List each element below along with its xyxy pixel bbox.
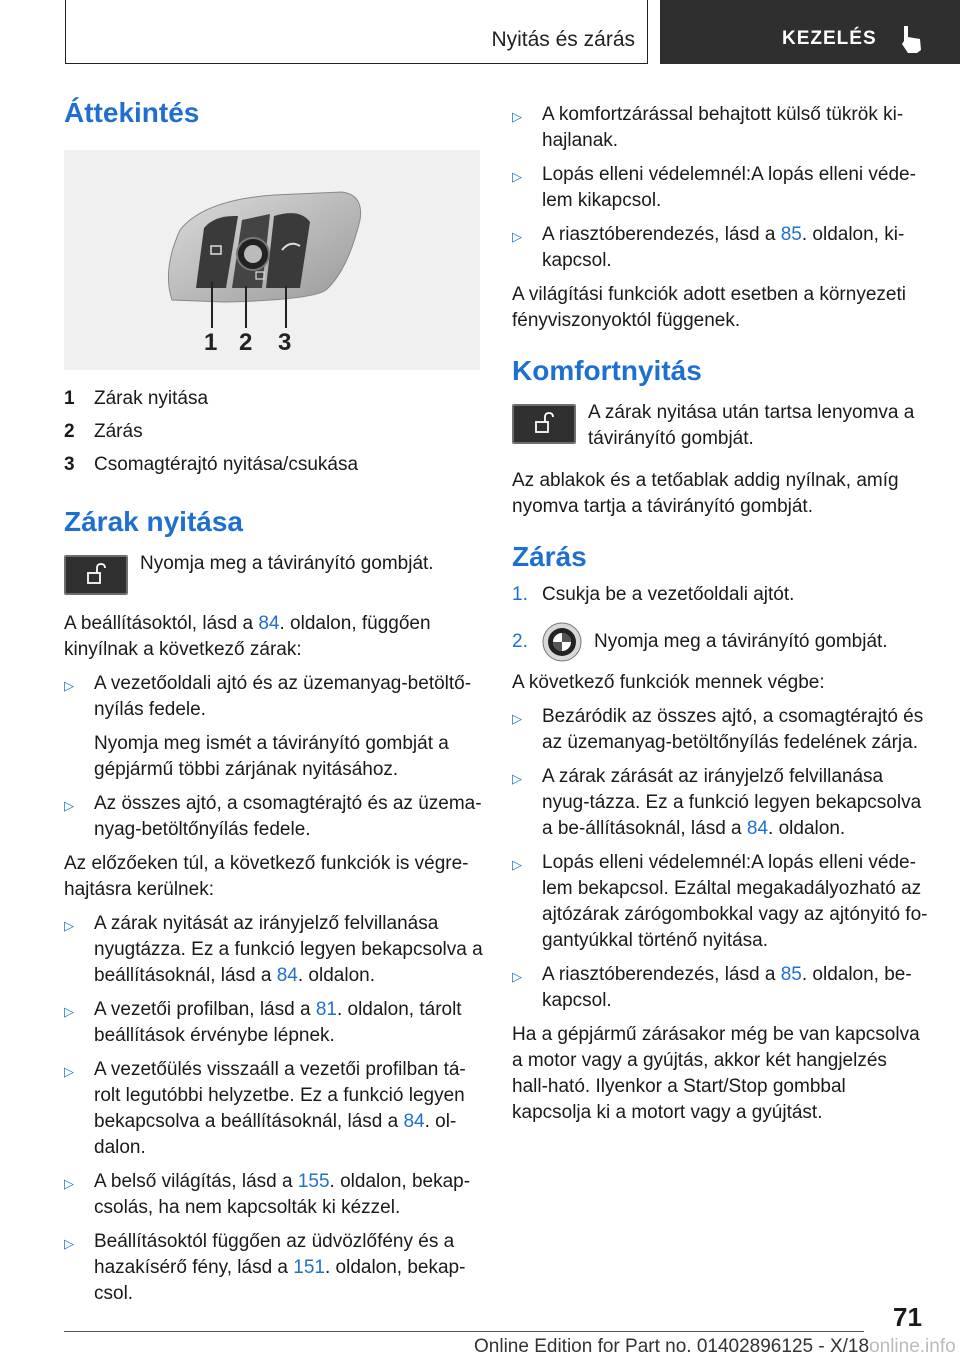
- triangle-bullet-icon: ▷: [64, 1064, 74, 1079]
- figure-legend: [64, 382, 484, 481]
- page-link[interactable]: 84: [403, 1111, 425, 1132]
- list-item: ▷ Beállításoktól függően az üdvözlőfény és a hazakísérő fény, lásd a 151. oldalon, bekap-csol.: [64, 1229, 484, 1307]
- list-item: ▷ Lopás elleni védelemnél:A lopás elleni véde-lem bekapcsol. Ezáltal megakadályozható az ajtózárak zárógombokkal vagy az ajtónyitó fo-gantyúkkal történő nyitása.: [512, 850, 928, 954]
- figure-label-1: 1: [204, 329, 218, 356]
- triangle-bullet-icon: ▷: [64, 1176, 74, 1191]
- step-item: 2. Nyomja meg a távirányító gombját.: [512, 622, 928, 662]
- unlock-instruction: [64, 551, 484, 595]
- legend-item: 1 Zárak nyitása: [64, 388, 209, 409]
- footer-edition: Online Edition for Part no. 01402896125 - X/18online.info: [474, 1336, 956, 1357]
- comfort-open-text: A zárak nyitása után tartsa lenyomva a távirányító gombját.: [588, 402, 915, 449]
- legend-item: 2 Zárás: [64, 421, 143, 442]
- paragraph: A világítási funkciók adott esetben a környezeti fényviszonyoktól függenek.: [512, 284, 906, 331]
- page-link[interactable]: 84: [258, 613, 280, 634]
- list-item: ▷ A riasztóberendezés, lásd a 85. oldalon, ki-kapcsol.: [512, 222, 928, 274]
- remote-key-illustration: [64, 150, 480, 370]
- paragraph: Az előzőeken túl, a következő funkciók is végre-hajtásra kerülnek:: [64, 853, 469, 900]
- triangle-bullet-icon: ▷: [512, 711, 522, 726]
- triangle-bullet-icon: ▷: [512, 169, 522, 184]
- list-item: ▷ A komfortzárással behajtott külső tükrök ki-hajlanak.: [512, 102, 928, 154]
- paragraph: A beállításoktól, lásd a 84. oldalon, függően kinyílnak a következő zárak:: [64, 613, 431, 660]
- list-item: ▷ Bezáródik az összes ajtó, a csomagtérajtó és az üzemanyag-betöltőnyílás fedelének zárja.: [512, 704, 928, 756]
- left-column: [64, 96, 484, 1307]
- footer-watermark: online.info: [869, 1336, 956, 1357]
- right-column: [512, 96, 928, 1126]
- list-item: ▷ A zárak nyitását az irányjelző felvillanása nyugtázza. Ez a funkció legyen bekapcsolva a beállításoknál, lásd a 84. oldalon.: [64, 911, 484, 989]
- list-item: ▷ A belső világítás, lásd a 155. oldalon, bekap-csolás, ha nem kapcsolták ki kézzel.: [64, 1169, 484, 1221]
- legend-item: 3 Csomagtérajtó nyitása/csukása: [64, 454, 359, 475]
- unlock-button-icon: [64, 555, 128, 595]
- page-link[interactable]: 85: [780, 964, 802, 985]
- comfort-open-instruction: [512, 400, 928, 452]
- page-link[interactable]: 85: [780, 224, 802, 245]
- triangle-bullet-icon: ▷: [64, 1004, 74, 1019]
- paragraph: Az ablakok és a tetőablak addig nyílnak, amíg nyomva tartja a távirányító gombját.: [512, 470, 899, 517]
- triangle-bullet-icon: ▷: [512, 771, 522, 786]
- hand-pointer-icon: [898, 24, 924, 54]
- figure-label-3: 3: [278, 329, 292, 356]
- page-header: [0, 0, 960, 66]
- page-link[interactable]: 84: [746, 818, 769, 839]
- page-link[interactable]: 84: [276, 965, 298, 986]
- triangle-bullet-icon: ▷: [512, 109, 522, 124]
- page-number: 71: [893, 1302, 922, 1332]
- triangle-bullet-icon: ▷: [64, 798, 74, 813]
- paragraph: Ha a gépjármű zárásakor még be van kapcsolva a motor vagy a gyújtás, akkor két hangjelzés hall-ható. Ilyenkor a Start/Stop gombbal kapcsolja ki a motort vagy a gyújtást.: [512, 1024, 920, 1123]
- list-item: ▷ Az összes ajtó, a csomagtérajtó és az üzema-nyag-betöltőnyílás fedele.: [64, 791, 484, 843]
- footer-divider: [64, 1331, 864, 1332]
- list-item: ▷ A vezetői profilban, lásd a 81. oldalon, tárolt beállítások érvénybe lépnek.: [64, 997, 484, 1049]
- step-item: 1. Csukja be a vezetőoldali ajtót.: [512, 584, 795, 605]
- list-item-subtext: Nyomja meg ismét a távirányító gombját a gépjármű többi zárjának nyitásához.: [94, 733, 449, 780]
- page-link[interactable]: 81: [315, 999, 337, 1020]
- triangle-bullet-icon: ▷: [64, 678, 74, 693]
- chapter-tab: [660, 0, 960, 64]
- triangle-bullet-icon: ▷: [64, 918, 74, 933]
- unlock-instruction-text: Nyomja meg a távirányító gombját.: [140, 553, 434, 574]
- list-item: ▷ A zárak zárását az irányjelző felvillanása nyug-tázza. Ez a funkció legyen bekapcsolva a be-állításoknál, lásd a 84. oldalon.: [512, 764, 928, 842]
- triangle-bullet-icon: ▷: [512, 969, 522, 984]
- figure-label-2: 2: [239, 329, 253, 356]
- list-item: ▷ A vezetőülés visszaáll a vezetői profilban tá-rolt legutóbbi helyzetbe. Ez a funkció legyen bekapcsolva a beállításoknál, lásd a 84. ol-dalon.: [64, 1057, 484, 1161]
- list-item: ▷ Lopás elleni védelemnél:A lopás elleni véde-lem kikapcsol.: [512, 162, 928, 214]
- unlock-heading: Zárak nyitása: [64, 506, 243, 537]
- unlock-button-icon: [512, 404, 576, 444]
- paragraph: A következő funkciók mennek végbe:: [512, 672, 825, 693]
- section-title: Nyitás és zárás: [491, 28, 635, 51]
- page-link[interactable]: 151: [293, 1257, 325, 1278]
- lock-heading: Zárás: [512, 541, 587, 572]
- list-item: ▷ A riasztóberendezés, lásd a 85. oldalon, be-kapcsol.: [512, 962, 928, 1014]
- triangle-bullet-icon: ▷: [512, 857, 522, 872]
- triangle-bullet-icon: ▷: [64, 1236, 74, 1251]
- bmw-logo-button-icon: [542, 622, 582, 662]
- comfort-open-heading: Komfortnyitás: [512, 355, 702, 386]
- list-item: ▷ A vezetőoldali ajtó és az üzemanyag-betöltő-nyílás fedele.: [64, 671, 484, 723]
- overview-heading: Áttekintés: [64, 97, 200, 128]
- remote-key-figure: [64, 150, 480, 370]
- page-link[interactable]: 155: [297, 1171, 330, 1192]
- triangle-bullet-icon: ▷: [512, 229, 522, 244]
- chapter-tab-label: KEZELÉS: [782, 28, 877, 49]
